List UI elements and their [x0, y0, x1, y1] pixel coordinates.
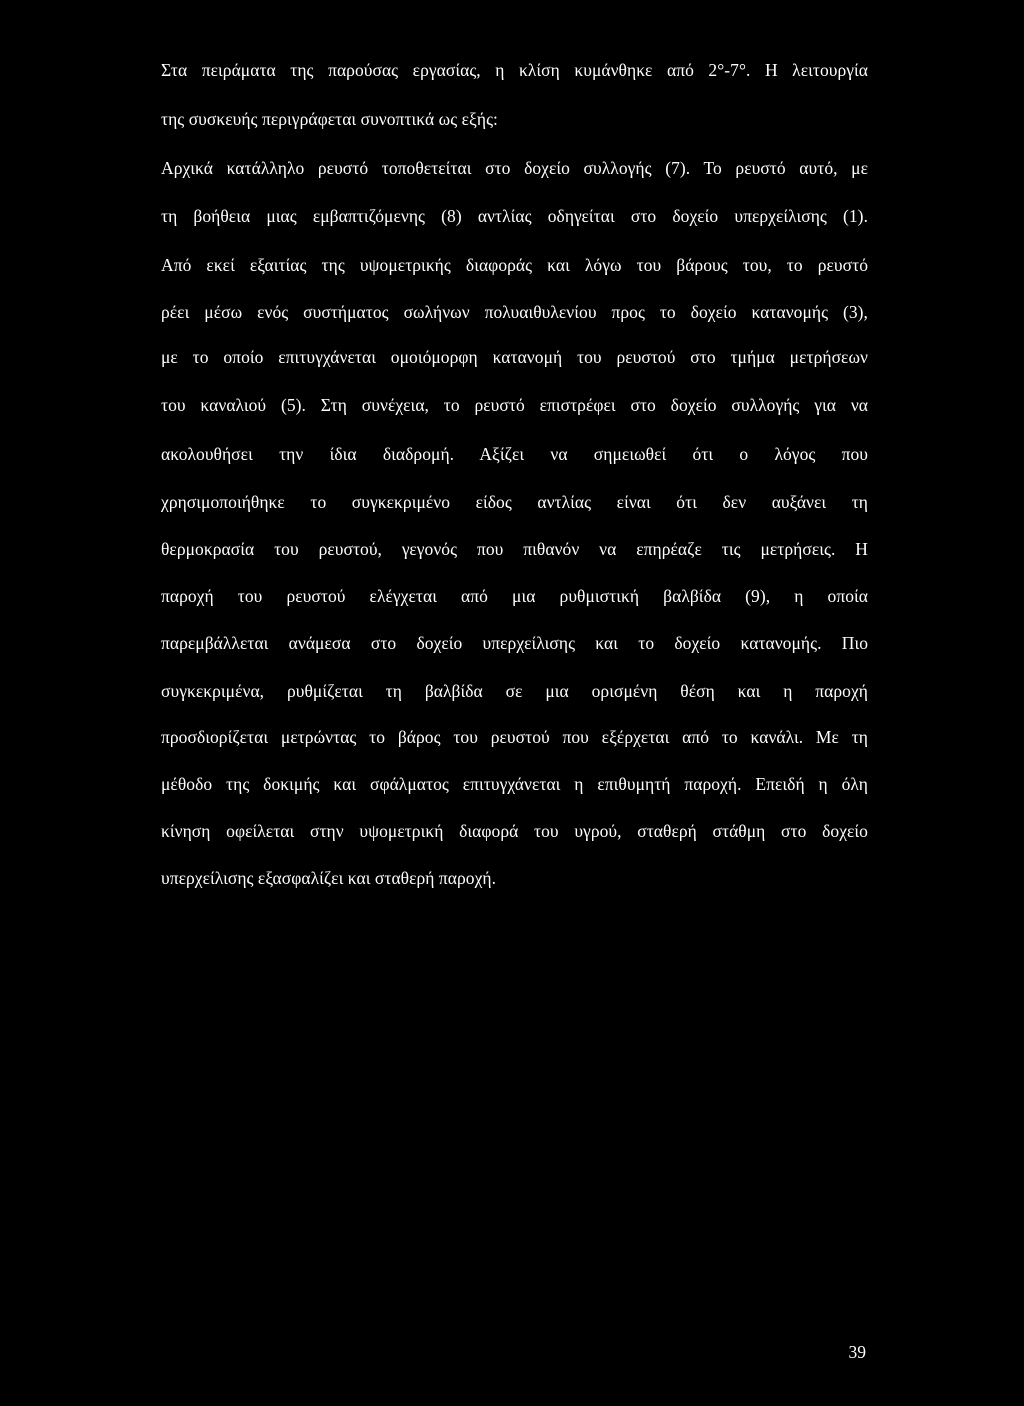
text-line: συγκεκριμένα, ρυθμίζεται τη βαλβίδα σε μια ορισμένη θέση και η παροχή	[161, 681, 868, 701]
text-line: υπερχείλισης εξασφαλίζει και σταθερή παροχή.	[161, 868, 497, 888]
text-line: κίνηση οφείλεται στην υψομετρική διαφορά του υγρού, σταθερή στάθμη στο δοχείο	[161, 821, 868, 841]
text-line: μέθοδο της δοκιμής και σφάλματος επιτυγχάνεται η επιθυμητή παροχή. Επειδή η όλη	[161, 774, 868, 794]
text-line: χρησιμοποιήθηκε το συγκεκριμένο είδος αντλίας είναι ότι δεν αυξάνει τη	[161, 492, 868, 512]
text-line: ακολουθήσει την ίδια διαδρομή. Αξίζει να σημειωθεί ότι ο λόγος που	[161, 444, 868, 464]
text-line: Αρχικά κατάλληλο ρευστό τοποθετείται στο δοχείο συλλογής (7). Το ρευστό αυτό, με	[161, 158, 868, 178]
text-line: θερμοκρασία του ρευστού, γεγονός που πιθανόν να επηρέαζε τις μετρήσεις. Η	[161, 539, 868, 559]
page-number: 39	[848, 1342, 866, 1362]
text-line: Στα πειράματα της παρούσας εργασίας, η κλίση κυμάνθηκε από 2°-7°. Η λειτουργία	[161, 60, 868, 80]
text-line: Από εκεί εξαιτίας της υψομετρικής διαφοράς και λόγω του βάρους του, το ρευστό	[161, 255, 868, 275]
text-line: ρέει μέσω ενός συστήματος σωλήνων πολυαιθυλενίου προς το δοχείο κατανομής (3),	[161, 302, 868, 322]
text-line: τη βοήθεια μιας εμβαπτιζόμενης (8) αντλίας οδηγείται στο δοχείο υπερχείλισης (1).	[161, 206, 868, 226]
text-line: του καναλιού (5). Στη συνέχεια, το ρευστό επιστρέφει στο δοχείο συλλογής για να	[161, 395, 868, 415]
text-line: προσδιορίζεται μετρώντας το βάρος του ρευστού που εξέρχεται από το κανάλι. Με τη	[161, 727, 868, 747]
text-line: της συσκευής περιγράφεται συνοπτικά ως εξής:	[161, 109, 498, 129]
text-line: με το οποίο επιτυγχάνεται ομοιόμορφη κατανομή του ρευστού στο τμήμα μετρήσεων	[161, 347, 868, 367]
text-line: παροχή του ρευστού ελέγχεται από μια ρυθμιστική βαλβίδα (9), η οποία	[161, 586, 868, 606]
text-line: παρεμβάλλεται ανάμεσα στο δοχείο υπερχείλισης και το δοχείο κατανομής. Πιο	[161, 633, 868, 653]
